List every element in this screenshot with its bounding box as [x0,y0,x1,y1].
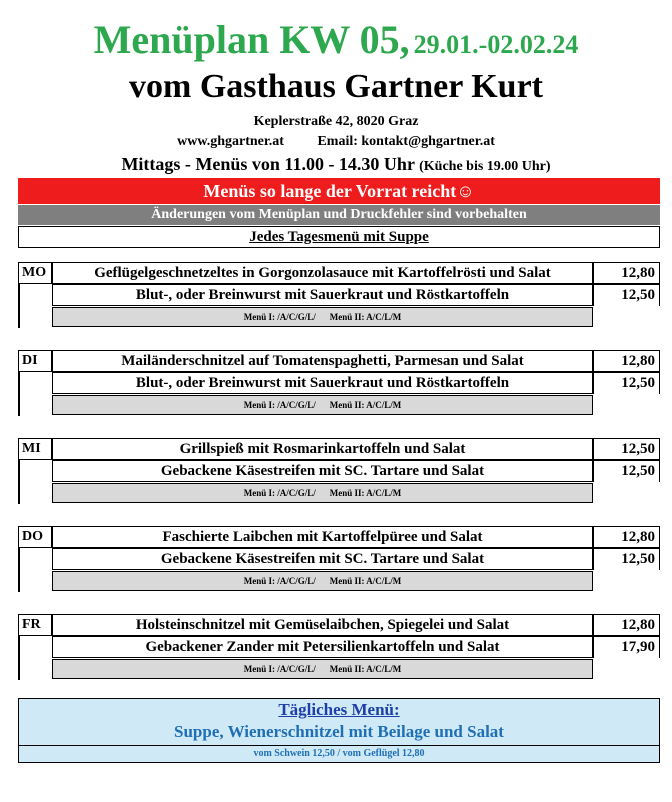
day-label: FR [18,614,52,636]
allergen-menu-2: Menü II: A/C/L/M [329,488,402,498]
menu-1-dish: Mailänderschnitzel auf Tomatenspaghetti, Parmesan und Salat [52,350,593,372]
row-left-border [18,284,20,328]
allergen-menu-2: Menü II: A/C/L/M [329,576,402,586]
menu-1-price: 12,80 [593,614,660,636]
menu-2-price: 12,50 [593,284,660,306]
banner-stock-notice: Menüs so lange der Vorrat reicht☺ [18,178,660,204]
allergen-info [52,483,593,503]
title-week: Menüplan KW 05, [93,17,410,62]
day-label: DO [18,526,52,548]
menu-1-price: 12,50 [593,438,660,460]
allergen-info [52,307,593,327]
allergen-menu-1: Menü I: /A/C/G/L/ [243,312,316,322]
page-title [0,16,672,63]
address: Keplerstraße 42, 8020 Graz [253,114,419,129]
allergen-menu-1: Menü I: /A/C/G/L/ [243,400,316,410]
soup-notice-text: Jedes Tagesmenü mit Suppe [249,229,429,245]
day-label: MI [18,438,52,460]
menu-2-dish: Blut-, oder Breinwurst mit Sauerkraut und Röstkartoffeln [52,284,593,306]
row-left-border [18,636,20,680]
menu-1-dish: Grillspieß mit Rosmarinkartoffeln und Salat [52,438,593,460]
daily-menu-description: Suppe, Wienerschnitzel mit Beilage und Salat [174,722,504,741]
allergen-info [52,571,593,591]
menu-2-price: 12,50 [593,548,660,570]
opening-hours [0,154,672,175]
menu-1-price: 12,80 [593,526,660,548]
row-left-border [18,460,20,504]
menu-1-price: 12,80 [593,350,660,372]
day-label: MO [18,262,52,284]
allergen-menu-1: Menü I: /A/C/G/L/ [243,664,316,674]
menu-2-dish: Blut-, oder Breinwurst mit Sauerkraut und Röstkartoffeln [52,372,593,394]
allergen-info [52,659,593,679]
allergen-menu-1: Menü I: /A/C/G/L/ [243,488,316,498]
website-link[interactable]: www.ghgartner.at [177,134,284,149]
allergen-info [52,395,593,415]
daily-menu-prices: vom Schwein 12,50 / vom Geflügel 12,80 [18,745,660,763]
restaurant-name: vom Gasthaus Gartner Kurt [129,68,543,105]
menu-2-dish: Gebackene Käsestreifen mit SC. Tartare und Salat [52,548,593,570]
email-link[interactable]: Email: kontakt@ghgartner.at [317,134,495,149]
menu-1-dish: Faschierte Laibchen mit Kartoffelpüree und Salat [52,526,593,548]
menu-1-price: 12,80 [593,262,660,284]
day-label: DI [18,350,52,372]
allergen-menu-2: Menü II: A/C/L/M [329,312,402,322]
banner-changes-notice: Änderungen vom Menüplan und Druckfehler sind vorbehalten [18,205,660,225]
allergen-menu-1: Menü I: /A/C/G/L/ [243,576,316,586]
contact-line [0,134,672,150]
daily-menu-title [18,700,660,720]
row-left-border [18,548,20,592]
banner-soup-notice [18,226,660,248]
hours-note: (Küche bis 19.00 Uhr) [419,159,551,174]
allergen-menu-2: Menü II: A/C/L/M [329,400,402,410]
menu-1-dish: Holsteinschnitzel mit Gemüselaibchen, Spiegelei und Salat [52,614,593,636]
menu-1-dish: Geflügelgeschnetzeltes in Gorgonzolasauce mit Kartoffelrösti und Salat [52,262,593,284]
menu-2-dish: Gebackene Käsestreifen mit SC. Tartare und Salat [52,460,593,482]
title-dates: 29.01.-02.02.24 [413,30,579,59]
allergen-menu-2: Menü II: A/C/L/M [329,664,402,674]
menu-2-price: 12,50 [593,372,660,394]
row-left-border [18,372,20,416]
hours-text: Mittags - Menüs von 11.00 - 14.30 Uhr [121,154,415,174]
menu-2-price: 12,50 [593,460,660,482]
daily-title-text: Tägliches Menü: [278,700,400,719]
menu-2-price: 17,90 [593,636,660,658]
menu-2-dish: Gebackener Zander mit Petersilienkartoffeln und Salat [52,636,593,658]
